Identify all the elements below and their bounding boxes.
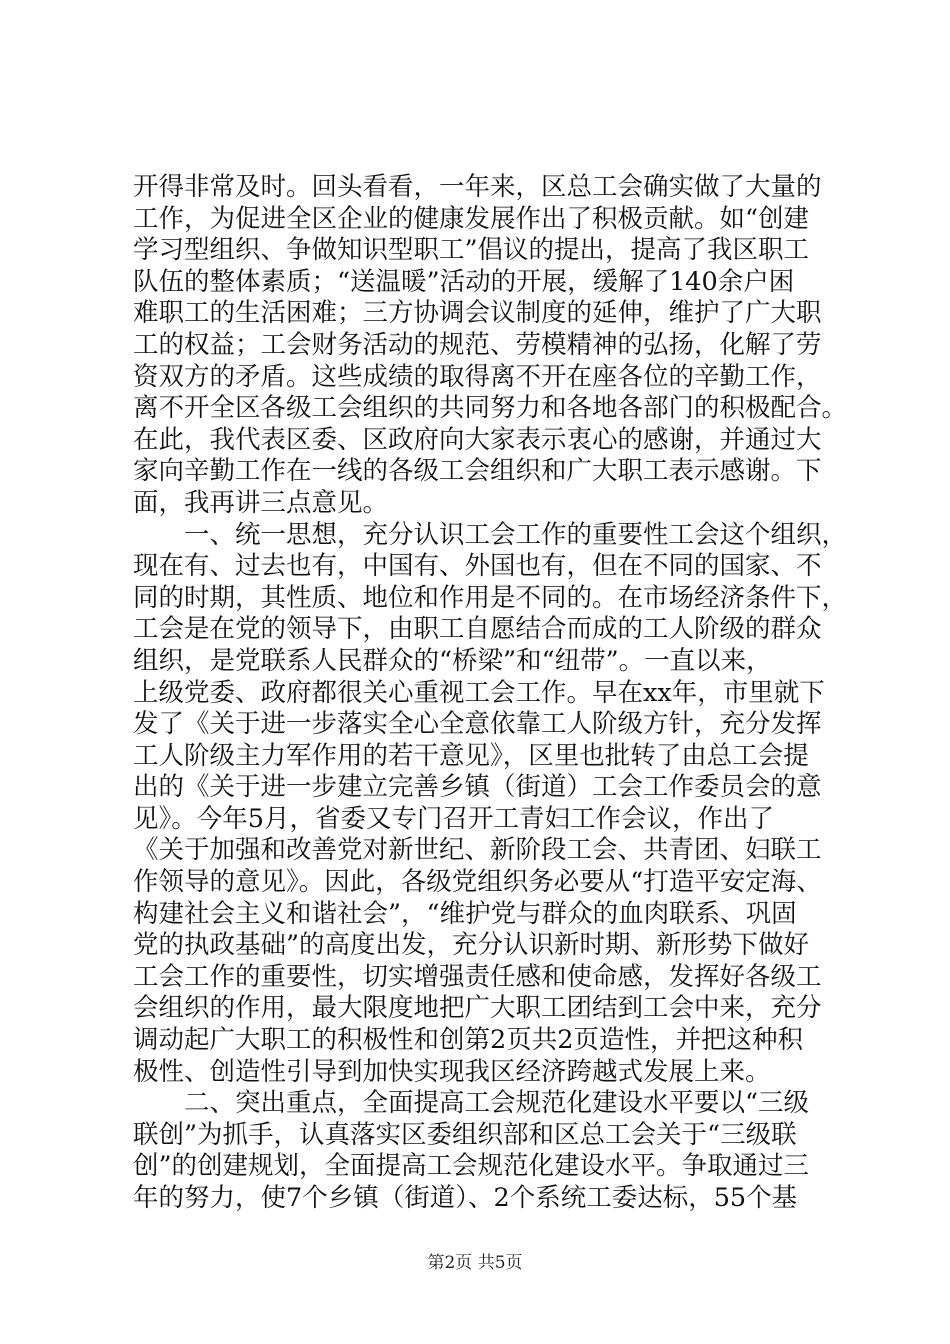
text-line: 在此，我代表区委、区政府向大家表示衷心的感谢，并通过大 <box>133 424 822 455</box>
text-line: 家向辛勤工作在一线的各级工会组织和广大职工表示感谢。下 <box>133 456 822 487</box>
section-heading-line: 一、统一思想，充分认识工会工作的重要性工会这个组织， <box>133 519 848 550</box>
text-line: 面，我再讲三点意见。 <box>133 487 389 518</box>
text-line: 《关于加强和改善党对新世纪、新阶段工会、共青团、妇联工 <box>133 835 822 866</box>
text-line: 发了《关于进一步落实全心全意依靠工人阶级方针，充分发挥 <box>133 709 822 740</box>
text-line: 组织，是党联系人民群众的“桥梁”和“纽带”。一直以来， <box>133 645 772 676</box>
text-line: 工人阶级主力军作用的若干意见》，区里也批转了由总工会提 <box>133 740 809 771</box>
text-line: 联创”为抓手，认真落实区委组织部和区总工会关于“三级联 <box>133 1119 797 1150</box>
text-line: 极性、创造性引导到加快实现我区经济跨越式发展上来。 <box>133 1056 771 1087</box>
text-line: 工会工作的重要性，切实增强责任感和使命感，发挥好各级工 <box>133 961 822 992</box>
text-line: 创”的创建规划，全面提高工会规范化建设水平。争取通过三 <box>133 1151 810 1182</box>
document-body <box>133 172 853 1215</box>
text-line: 党的执政基础”的高度出发，充分认识新时期、新形势下做好 <box>133 930 810 961</box>
text-line: 见》。今年5月，省委又专门召开工青妇工作会议，作出了 <box>133 803 774 834</box>
text-line: 调动起广大职工的积极性和创第2页共2页造性，并把这种积 <box>133 1025 803 1056</box>
text-line: 工的权益；工会财务活动的规范、劳模精神的弘扬，化解了劳 <box>133 329 822 360</box>
text-line: 队伍的整体素质；“送温暖”活动的开展，缓解了140余户困 <box>133 266 795 297</box>
text-line: 会组织的作用，最大限度地把广大职工团结到工会中来，充分 <box>133 993 822 1024</box>
text-line: 现在有、过去也有，中国有、外国也有，但在不同的国家、不 <box>133 551 822 582</box>
text-line: 学习型组织、争做知识型职工”倡议的提出，提高了我区职工 <box>133 235 810 266</box>
text-line: 构建社会主义和谐社会”，“维护党与群众的血肉联系、巩固 <box>133 898 797 929</box>
section-heading-line: 二、突出重点，全面提高工会规范化建设水平要以“三级 <box>133 1088 810 1119</box>
text-line: 同的时期，其性质、地位和作用是不同的。在市场经济条件下， <box>133 582 848 613</box>
text-line: 资双方的矛盾。这些成绩的取得离不开在座各位的辛勤工作， <box>133 361 822 392</box>
text-line: 年的努力，使7个乡镇（街道）、2个系统工委达标，55个基 <box>133 1183 798 1213</box>
text-line: 作领导的意见》。因此，各级党组织务必要从“打造平安定海、 <box>133 867 822 898</box>
page-number-footer: 第2页 共5页 <box>427 1253 523 1273</box>
text-line: 上级党委、政府都很关心重视工会工作。早在xx年，市里就下 <box>133 677 825 708</box>
text-line: 开得非常及时。回头看看，一年来，区总工会确实做了大量的 <box>133 172 822 202</box>
text-line: 出的《关于进一步建立完善乡镇（街道）工会工作委员会的意 <box>133 772 822 803</box>
text-line: 离不开全区各级工会组织的共同努力和各地各部门的积极配合。 <box>133 393 848 424</box>
text-line: 工作，为促进全区企业的健康发展作出了积极贡献。如“创建 <box>133 203 810 234</box>
text-line: 工会是在党的领导下，由职工自愿结合而成的工人阶级的群众 <box>133 614 822 645</box>
text-line: 难职工的生活困难；三方协调会议制度的延伸，维护了广大职 <box>133 298 822 329</box>
